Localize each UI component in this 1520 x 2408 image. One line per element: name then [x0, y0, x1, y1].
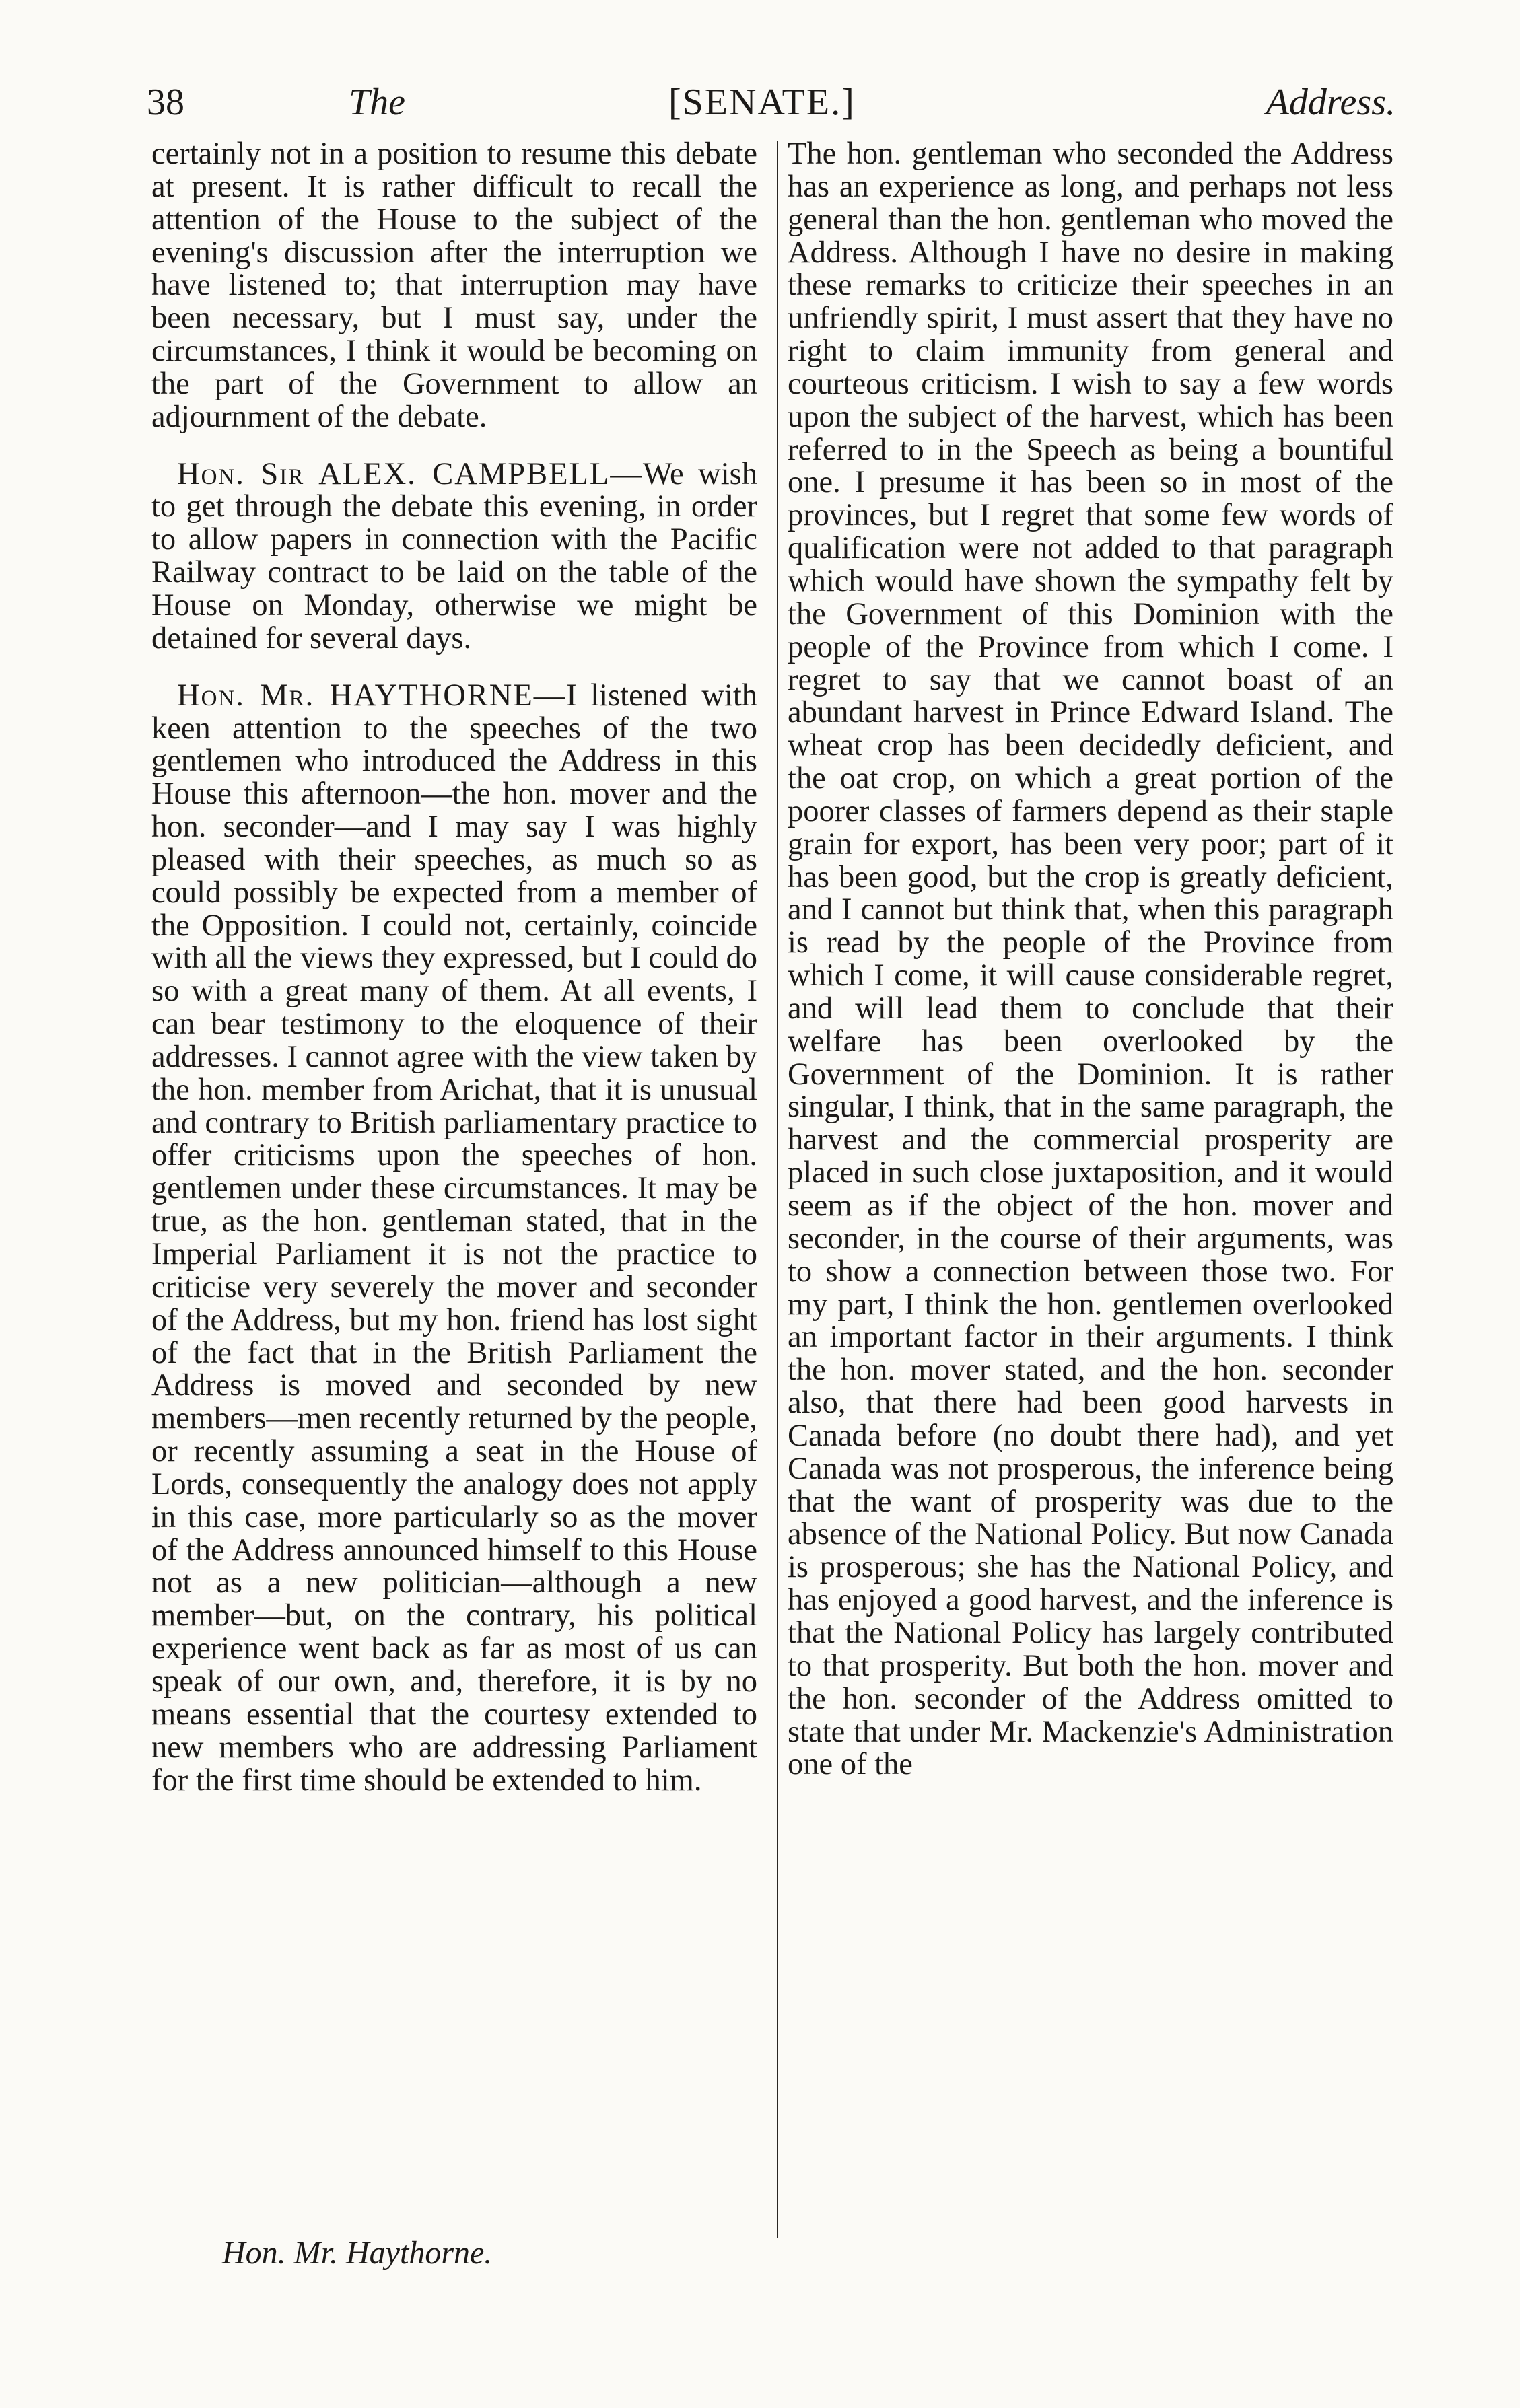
right-column — [788, 138, 1393, 1781]
paragraph-text: I listened with keen attention to the speeches of the two gentlemen who introduced the Address in this House this afternoon—the hon. mover and the hon. seconder—and I may say I was highly pleased with their speeches, as much so as could possibly be expected from a member of the Opposition. I could not, certainly, coincide with all the views they expressed, but I could do so with a great many of them. At all events, I can bear testimony to the eloquence of their addresses. I cannot agree with the view taken by the hon. member from Arichat, that it is unusual and contrary to British parliamentary practice to offer criticisms upon the speeches of hon. gentlemen under these circumstances. It may be true, as the hon. gentleman stated, that in the Imperial Parliament it is not the practice to criticise very severely the mover and seconder of the Address, but my hon. friend has lost sight of the fact that in the British Parliament the Address is moved and seconded by new members—men recently returned by the people, or recently assuming a seat in the House of Lords, consequently the analogy does not apply in this case, more particularly so as the mover of the Address announced himself to this House not as a new politician—although a new member—but, on the contrary, his political experience went back as far as most of us can speak of our own, and, therefore, it is by no means essential that the courtesy extended to new members who are addressing Parliament for the first time should be extended to him. — [151, 678, 757, 1798]
paragraph-text: We wish to get through the debate this evening, in order to allow papers in connection with the Pacific Railway contract to be laid on the table of the House on Monday, otherwise we might be detained for several days. — [151, 456, 757, 656]
header-chamber: [SENATE.] — [668, 81, 856, 123]
speaker-name: Hon. Sir ALEX. CAMPBELL— — [177, 456, 643, 491]
page-header — [147, 74, 1395, 131]
paragraph — [151, 458, 757, 656]
paragraph: The hon. gentleman who seconded the Address has an experience as long, and perhaps not less general than the hon. gentleman who moved the Address. Although I have no desire in making these remarks to criticize their speeches in an unfriendly spirit, I must assert that they have no right to claim immunity from general and courteous criticism. I wish to say a few words upon the subject of the harvest, which has been referred to in the Speech as being a bountiful one. I presume it has been so in most of the provinces, but I regret that some few words of qualification were not added to that paragraph which would have shown the sympathy felt by the Government of this Dominion with the people of the Province from which I come. I regret to say that we cannot boast of an abundant harvest in Prince Edward Island. The wheat crop has been decidedly deficient, and the oat crop, on which a great portion of the poorer classes of farmers depend as their staple grain for export, has been very poor; part of it has been good, but the crop is greatly deficient, and I cannot but think that, when this paragraph is read by the people of the Province from which I come, it will cause considerable regret, and will lead them to conclude that their welfare has been overlooked by the Government of the Dominion. It is rather singular, I think, that in the same paragraph, the harvest and the commercial prosperity are placed in such close juxtaposition, and it would seem as if the object of the hon. mover and seconder, in the course of their arguments, was to show a connection between those two. For my part, I think the hon. gentlemen overlooked an important factor in their arguments. I think the hon. mover stated, and the hon. seconder also, that there had been good harvests in Canada before (no doubt there had), and yet Canada was not prosperous, the inference being that the want of prosperity was due to the absence of the National Policy. But now Canada is prosperous; she has the National Policy, and has enjoyed a good harvest, and the inference is that the National Policy has largely contributed to that prosperity. But both the hon. mover and the hon. seconder of the Address omitted to state that under Mr. Mackenzie's Administration one of the — [788, 137, 1393, 1782]
speaker-name: Hon. Mr. HAYTHORNE— — [177, 678, 567, 713]
header-right-title: Address. — [1266, 81, 1395, 123]
paragraph — [151, 680, 757, 1798]
column-divider — [777, 141, 778, 2238]
header-left-title: The — [349, 81, 405, 123]
footer-speaker: Hon. Mr. Haythorne. — [222, 2235, 493, 2271]
left-column — [151, 138, 757, 1797]
page-number: 38 — [147, 81, 184, 123]
paragraph: certainly not in a position to resume this debate at present. It is rather difficult to recall the attention of the House to the subject of the evening's discussion after the interruption we have listened to; that interruption may have been necessary, but I must say, under the circumstances, I think it would be becoming on the part of the Government to allow an adjournment of the debate. — [151, 137, 757, 434]
